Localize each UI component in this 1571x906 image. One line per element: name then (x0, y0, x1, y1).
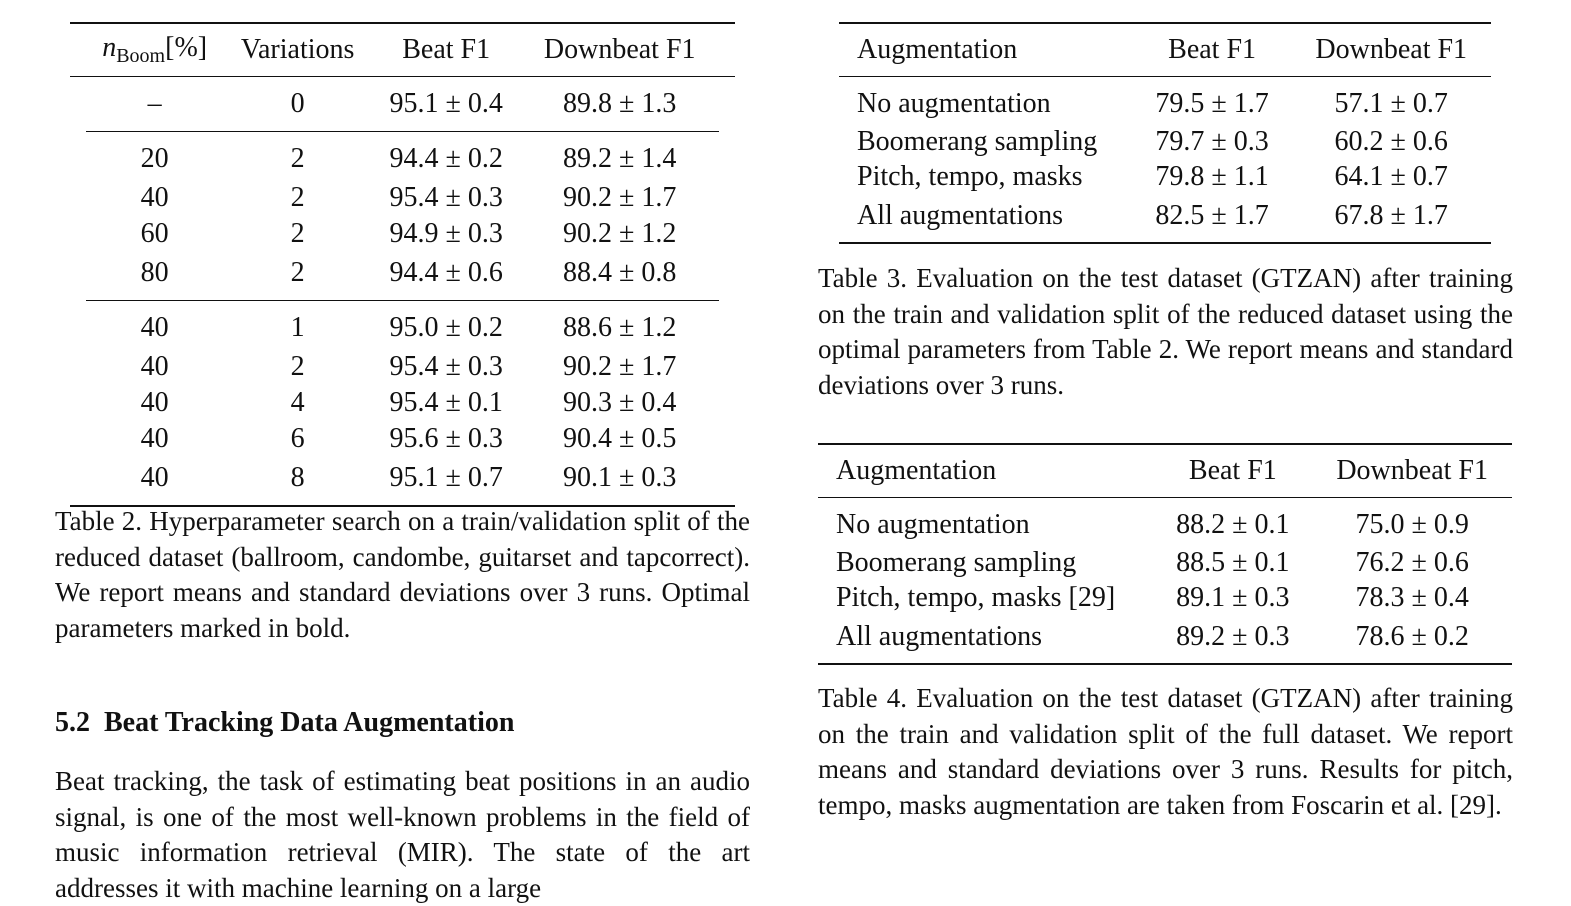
table-row: 40 4 95.4 ± 0.1 90.3 ± 0.4 (140, 387, 677, 418)
table-4 (818, 443, 1512, 665)
header-beat-f1: Beat F1 (1133, 23, 1292, 77)
header-n-boom: $n_{Boom}[\%]$ (86, 23, 223, 77)
section-number: 5.2 (55, 707, 90, 738)
table-row: No augmentation 88.2 ± 0.1 75.0 ± 0.9 (836, 508, 1469, 540)
table-row: 40 1 95.0 ± 0.2 88.6 ± 1.2 (70, 301, 735, 350)
table-4-header-row (818, 444, 1512, 498)
table-row: All augmentations 89.2 ± 0.3 78.6 ± 0.2 (836, 620, 1469, 652)
table-row: 60 2 94.9 ± 0.3 90.2 ± 1.2 (140, 218, 677, 249)
header-augmentation: Augmentation (839, 23, 1133, 77)
table-3 (839, 22, 1491, 244)
table-2-header-row (70, 23, 735, 77)
table-row: 40 2 95.4 ± 0.3 90.2 ± 1.7 (140, 351, 677, 382)
table-row: Boomerang sampling 79.7 ± 0.3 60.2 ± 0.6 (857, 125, 1448, 157)
header-augmentation: Augmentation (818, 444, 1153, 498)
section-heading (55, 707, 514, 739)
table-row: – 0 95.1 ± 0.4 89.8 ± 1.3 (147, 88, 677, 119)
table-row: Pitch, tempo, masks 79.8 ± 1.1 64.1 ± 0.7 (857, 161, 1448, 193)
table-row: Pitch, tempo, masks [29] 89.1 ± 0.3 78.3 ± 0.4 (836, 582, 1469, 614)
header-downbeat-f1: Downbeat F1 (1291, 23, 1491, 77)
header-variations: Variations (223, 23, 372, 77)
header-beat-f1: Beat F1 (1153, 444, 1312, 498)
table-row: 20 2 94.4 ± 0.2 89.2 ± 1.4 (70, 132, 735, 181)
table-row: No augmentation 79.5 ± 1.7 57.1 ± 0.7 (857, 87, 1448, 119)
table-2 (70, 22, 735, 507)
section-body-text: Beat tracking, the task of estimating beat positions in an audio signal, is one of the most well-known problems in the field of music information retrieval (MIR). The state of the art addresses it with machine learning on a large (55, 766, 750, 903)
table-3-header-row (839, 23, 1491, 77)
header-downbeat-f1: Downbeat F1 (520, 23, 719, 77)
header-downbeat-f1: Downbeat F1 (1312, 444, 1512, 498)
table-row: 40 2 95.4 ± 0.3 90.2 ± 1.7 (140, 182, 677, 213)
table-3-caption: Table 3. Evaluation on the test dataset (GTZAN) after training on the train and validation split of the reduced dataset using the optimal parameters from Table 2. We report means and standard deviations over 3 runs. (818, 263, 1513, 400)
section-title: Beat Tracking Data Augmentation (104, 707, 515, 738)
header-beat-f1: Beat F1 (372, 23, 520, 77)
table-row: All augmentations 82.5 ± 1.7 67.8 ± 1.7 (857, 199, 1448, 231)
table-2-caption: Table 2. Hyperparameter search on a train/validation split of the reduced dataset (ballroom, candombe, guitarset and tapcorrect). We report means and standard deviations over 3 runs. Optimal parameters marked in bold. (55, 506, 750, 643)
table-row: 40 8 95.1 ± 0.7 90.1 ± 0.3 (140, 462, 677, 493)
table-row: 80 2 94.4 ± 0.6 88.4 ± 0.8 (140, 257, 677, 288)
table-row: 40 6 95.6 ± 0.3 90.4 ± 0.5 (140, 423, 677, 454)
table-4-caption: Table 4. Evaluation on the test dataset (GTZAN) after training on the train and validation split of the full dataset. We report means and standard deviations over 3 runs. Results for pitch, tempo, masks augmentation are taken from Foscarin et al. [29]. (818, 683, 1513, 820)
table-row: Boomerang sampling 88.5 ± 0.1 76.2 ± 0.6 (836, 546, 1469, 578)
